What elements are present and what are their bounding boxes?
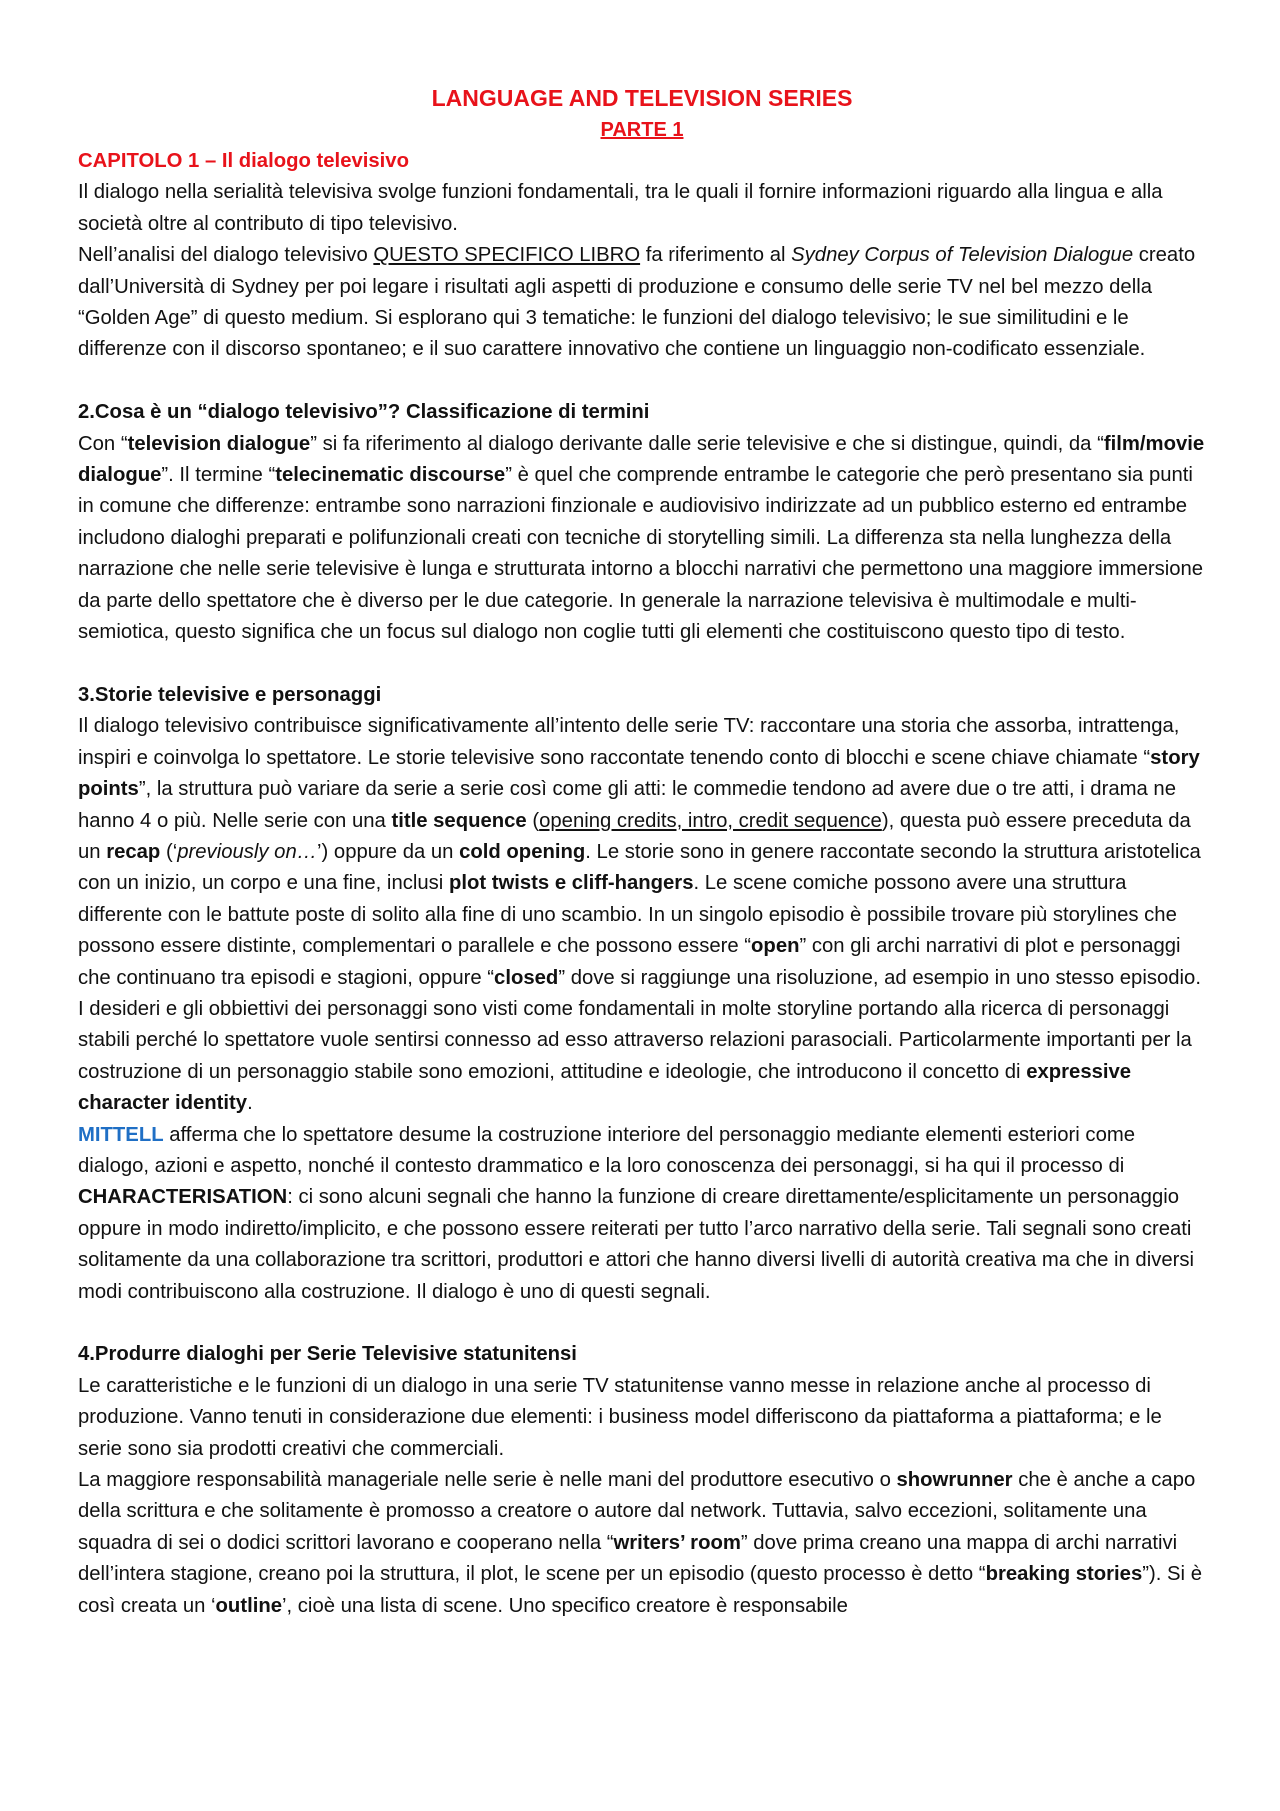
text-run: ’, cioè una lista di scene. Uno specifico creatore è responsabile [282, 1594, 848, 1617]
text-run: ” dove prima creano una mappa di archi narrativi dell’intera stagione, creano poi la struttura, il plot, le scene per un episodio (questo processo è detto “ [78, 1531, 1178, 1586]
paragraph-gap [78, 1308, 1206, 1339]
chapter1-paragraph-2 [78, 240, 1206, 366]
section-4-paragraph-2 [78, 1465, 1206, 1622]
text-run: Il dialogo televisivo contribuisce significativamente all’intento delle serie TV: raccontare una storia che assorba, intrattenga, inspiri e coinvolga lo spettatore. Le storie televisive sono raccontate tenendo conto di blocchi e scene chiave chiamate “ [78, 715, 1180, 769]
bold-term: title sequence [391, 809, 527, 832]
bold-term: telecinematic discourse [275, 464, 506, 487]
section-3-paragraph-1 [78, 711, 1206, 994]
text-run: fa riferimento al [640, 244, 792, 267]
text-run: Con “ [78, 432, 128, 455]
section-3-heading: 3.Storie televisive e personaggi [78, 683, 382, 706]
section-2-paragraph [78, 429, 1206, 649]
text-run: La maggiore responsabilità manageriale nelle serie è nelle mani del produttore esecutivo o [78, 1469, 897, 1492]
section-3-paragraph-2 [78, 994, 1206, 1120]
text-run: : ci sono alcuni segnali che hanno la funzione di creare direttamente/esplicitamente un personaggio oppure in modo indiretto/implicito, e che possono essere reiterati per tutto l’arco narrativo della serie. Tali segnali sono creati solitamente da una collaborazione tra scrittori, produttori e attori che hanno diversi livelli di autorità creativa ma che in diversi modi contribuiscono alla costruzione. Il dialogo è uno di questi segnali. [78, 1186, 1195, 1303]
paragraph-gap [78, 648, 1206, 679]
bold-term: breaking stories [985, 1563, 1143, 1586]
text-run: ”). Si è così creata un ‘ [78, 1563, 1202, 1617]
text-run: ’) oppure da un [317, 840, 460, 863]
bold-term: writers’ room [613, 1531, 741, 1554]
text-run: ” si fa riferimento al dialogo derivante dalle serie televisive e che si distingue, quindi, da “ [310, 432, 1104, 455]
underlined-text: QUESTO SPECIFICO LIBRO [373, 244, 641, 267]
part-label: PARTE 1 [600, 119, 684, 141]
bold-term: open [751, 935, 800, 958]
document-title: LANGUAGE AND TELEVISION SERIES [431, 85, 853, 111]
section-4-heading: 4.Produrre dialoghi per Serie Televisive statunitensi [78, 1343, 577, 1366]
text-run: ( [526, 809, 540, 832]
author-name: MITTELL [78, 1123, 164, 1146]
text-run: . Le storie sono in genere raccontate secondo la struttura aristotelica con un inizio, un corpo e una fine, inclusi [78, 840, 1201, 895]
italic-text: previously on… [177, 840, 318, 863]
italic-text: Sydney Corpus of Television Dialogue [791, 244, 1134, 267]
text-run: creato dall’Università di Sydney per poi legare i risultati agli aspetti di produzione e consumo delle serie TV nel bel mezzo della “Golden Age” di questo medium. Si esplorano qui 3 tematiche: le funzioni del dialogo televisivo; le sue similitudini e le differenze con il discorso spontaneo; e il suo carattere innovativo che contiene un linguaggio non-codificato essenziale. [78, 244, 1196, 361]
bold-term: showrunner [896, 1469, 1013, 1492]
text-run: che è anche a capo della scrittura e che solitamente è promosso a creatore o autore dal network. Tuttavia, salvo eccezioni, solitamente una squadra di sei o dodici scrittori lavorano e cooperano nella “ [78, 1469, 1196, 1554]
text-run: I desideri e gli obbiettivi dei personaggi sono visti come fondamentali in molte storyline portando alla ricerca di personaggi stabili perché lo spettatore vuole sentirsi connesso ad esso attraverso relazioni parasociali. Particolarmente importanti per la costruzione di un personaggio stabile sono emozioni, attitudine e ideologie, che introducono il concetto di [78, 997, 1192, 1083]
paragraph-gap [78, 366, 1206, 397]
text-run: ), questa può essere preceduta da un [78, 809, 1191, 863]
text-run: . [247, 1092, 253, 1115]
section-3-paragraph-3 [78, 1120, 1206, 1308]
bold-term: film/movie dialogue [78, 432, 1205, 487]
text-run: Nell’analisi del dialogo televisivo [78, 244, 374, 267]
bold-term: cold opening [459, 840, 586, 863]
bold-term: expressive character identity [78, 1060, 1132, 1115]
chapter-heading: CAPITOLO 1 – Il dialogo televisivo [78, 150, 409, 172]
chapter1-paragraph-1: Il dialogo nella serialità televisiva svolge funzioni fondamentali, tra le quali il fornire informazioni riguardo alla lingua e alla società oltre al contributo di tipo televisivo. [78, 181, 1163, 235]
bold-term: television dialogue [127, 432, 311, 455]
text-run: afferma che lo spettatore desume la costruzione interiore del personaggio mediante elementi esteriori come dialogo, azioni e aspetto, nonché il contesto drammatico e la loro conoscenza dei personaggi, si ha qui il processo di [78, 1123, 1136, 1177]
text-run: (‘ [160, 840, 178, 863]
document-page [78, 82, 1206, 1622]
text-run: ” dove si raggiunge una risoluzione, ad esempio in uno stesso episodio. [558, 966, 1201, 989]
bold-term: story points [78, 746, 1200, 801]
bold-term: outline [215, 1594, 283, 1617]
bold-term: plot twists e cliff-hangers [448, 872, 694, 895]
section-4-paragraph-1: Le caratteristiche e le funzioni di un dialogo in una serie TV statunitense vanno messe in relazione anche al processo di produzione. Vanno tenuti in considerazione due elementi: i business model differiscono da piattaforma a piattaforma; e le serie sono sia prodotti creativi che commerciali. [78, 1374, 1162, 1460]
document-part [78, 114, 1206, 146]
underlined-text: opening credits, intro, credit sequence [539, 809, 882, 832]
text-run: ” con gli archi narrativi di plot e personaggi che continuano tra episodi e stagioni, oppure “ [78, 935, 1181, 989]
text-run: ” è quel che comprende entrambe le categorie che però presentano sia punti in comune che differenze: entrambe sono narrazioni finzionale e audiovisivo indirizzate ad un pubblico esterno ed entrambe includono dialoghi preparati e polifunzionali creati con tecniche di storytelling simili. La differenza sta nella lunghezza della narrazione che nelle serie televisive è lunga e strutturata intorno a blocchi narrativi che permettono una maggiore immersione da parte dello spettatore che è diverso per le due categorie. In generale la narrazione televisiva è multimodale e multi-semiotica, questo significa che un focus sul dialogo non coglie tutti gli elementi che costituiscono questo tipo di testo. [78, 464, 1204, 644]
section-2-heading: 2.Cosa è un “dialogo televisivo”? Classificazione di termini [78, 401, 650, 424]
text-run: ”. Il termine “ [161, 464, 276, 487]
bold-term: closed [494, 966, 559, 989]
bold-term: CHARACTERISATION [78, 1186, 288, 1209]
text-run: ”, la struttura può variare da serie a serie così come gli atti: le commedie tendono ad avere due o tre atti, i drama ne hanno 4 o più. Nelle serie con una [78, 778, 1176, 832]
text-run: . Le scene comiche possono avere una struttura differente con le battute poste di solito alla fine di uno scambio. In un singolo episodio è possibile trovare più storylines che possono essere distinte, complementari o parallele e che possono essere “ [78, 872, 1177, 958]
bold-term: recap [106, 840, 161, 863]
